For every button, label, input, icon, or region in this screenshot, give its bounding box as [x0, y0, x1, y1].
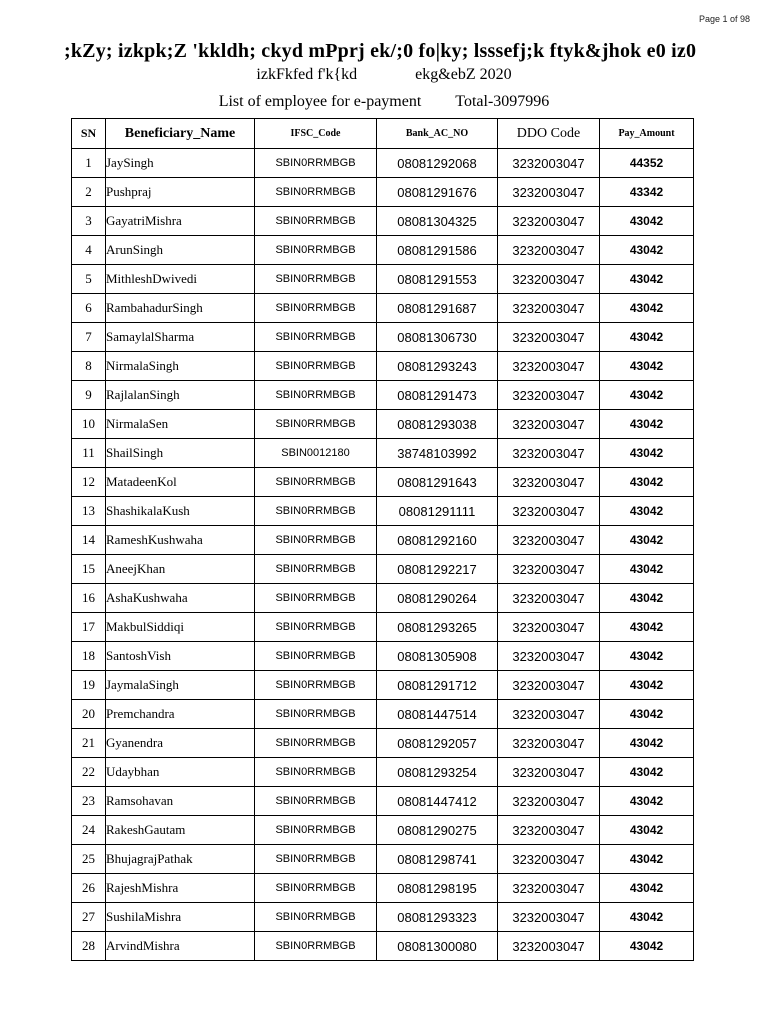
cell-pay-amount: 43042 [600, 903, 694, 932]
table-row [72, 178, 694, 207]
column-header-pay-amount: Pay_Amount [600, 119, 694, 149]
cell-beneficiary-name: BhujagrajPathak [106, 845, 255, 874]
table-row [72, 294, 694, 323]
cell-ddo-code: 3232003047 [498, 526, 600, 555]
cell-beneficiary-name: Gyanendra [106, 729, 255, 758]
month-label: ekg&ebZ 2020 [415, 66, 512, 83]
cell-bank-account: 08081447514 [377, 700, 498, 729]
cell-bank-account: 08081291553 [377, 265, 498, 294]
cell-bank-account: 08081291643 [377, 468, 498, 497]
cell-ddo-code: 3232003047 [498, 381, 600, 410]
cell-sn: 15 [72, 555, 106, 584]
cell-pay-amount: 43042 [600, 497, 694, 526]
cell-ifsc-code: SBIN0RRMBGB [255, 758, 377, 787]
table-row [72, 497, 694, 526]
column-header-bank-account: Bank_AC_NO [377, 119, 498, 149]
cell-bank-account: 08081291687 [377, 294, 498, 323]
cell-ifsc-code: SBIN0RRMBGB [255, 874, 377, 903]
cell-sn: 11 [72, 439, 106, 468]
cell-ifsc-code: SBIN0RRMBGB [255, 642, 377, 671]
table-row [72, 207, 694, 236]
table-row [72, 642, 694, 671]
cell-sn: 3 [72, 207, 106, 236]
table-body [72, 149, 694, 961]
cell-ddo-code: 3232003047 [498, 642, 600, 671]
cell-pay-amount: 43042 [600, 207, 694, 236]
cell-beneficiary-name: ArunSingh [106, 236, 255, 265]
cell-ddo-code: 3232003047 [498, 932, 600, 961]
table-row [72, 729, 694, 758]
cell-bank-account: 08081305908 [377, 642, 498, 671]
cell-ddo-code: 3232003047 [498, 584, 600, 613]
cell-bank-account: 08081291676 [377, 178, 498, 207]
cell-bank-account: 08081292057 [377, 729, 498, 758]
cell-bank-account: 08081298195 [377, 874, 498, 903]
cell-ifsc-code: SBIN0RRMBGB [255, 555, 377, 584]
column-header-ifsc-code: IFSC_Code [255, 119, 377, 149]
cell-beneficiary-name: NirmalaSen [106, 410, 255, 439]
cell-ddo-code: 3232003047 [498, 845, 600, 874]
cell-beneficiary-name: NirmalaSingh [106, 352, 255, 381]
table-row [72, 816, 694, 845]
cell-bank-account: 08081291712 [377, 671, 498, 700]
table-row [72, 613, 694, 642]
cell-beneficiary-name: SushilaMishra [106, 903, 255, 932]
table-row [72, 526, 694, 555]
cell-beneficiary-name: Pushpraj [106, 178, 255, 207]
cell-pay-amount: 43042 [600, 584, 694, 613]
cell-ifsc-code: SBIN0RRMBGB [255, 845, 377, 874]
cell-pay-amount: 43042 [600, 468, 694, 497]
cell-sn: 24 [72, 816, 106, 845]
cell-ifsc-code: SBIN0RRMBGB [255, 526, 377, 555]
cell-bank-account: 38748103992 [377, 439, 498, 468]
cell-pay-amount: 43042 [600, 816, 694, 845]
cell-pay-amount: 43042 [600, 555, 694, 584]
cell-beneficiary-name: MatadeenKol [106, 468, 255, 497]
table-row [72, 932, 694, 961]
column-header-sn: SN [72, 119, 106, 149]
cell-pay-amount: 43042 [600, 874, 694, 903]
cell-sn: 17 [72, 613, 106, 642]
cell-pay-amount: 43042 [600, 323, 694, 352]
table-row [72, 468, 694, 497]
cell-pay-amount: 43042 [600, 265, 694, 294]
cell-pay-amount: 43042 [600, 410, 694, 439]
cell-beneficiary-name: RakeshGautam [106, 816, 255, 845]
cell-bank-account: 08081292160 [377, 526, 498, 555]
cell-sn: 27 [72, 903, 106, 932]
cell-ifsc-code: SBIN0RRMBGB [255, 903, 377, 932]
cell-sn: 19 [72, 671, 106, 700]
table-row [72, 787, 694, 816]
cell-bank-account: 08081290275 [377, 816, 498, 845]
cell-pay-amount: 44352 [600, 149, 694, 178]
cell-bank-account: 08081298741 [377, 845, 498, 874]
cell-ifsc-code: SBIN0RRMBGB [255, 497, 377, 526]
cell-ddo-code: 3232003047 [498, 265, 600, 294]
cell-sn: 10 [72, 410, 106, 439]
cell-ddo-code: 3232003047 [498, 207, 600, 236]
table-row [72, 845, 694, 874]
cell-beneficiary-name: AshaKushwaha [106, 584, 255, 613]
cell-beneficiary-name: Ramsohavan [106, 787, 255, 816]
cell-sn: 23 [72, 787, 106, 816]
cell-ddo-code: 3232003047 [498, 903, 600, 932]
cell-sn: 9 [72, 381, 106, 410]
table-row [72, 874, 694, 903]
cell-ddo-code: 3232003047 [498, 613, 600, 642]
table-row [72, 758, 694, 787]
cell-sn: 14 [72, 526, 106, 555]
cell-ddo-code: 3232003047 [498, 439, 600, 468]
cell-ddo-code: 3232003047 [498, 410, 600, 439]
cell-beneficiary-name: JaymalaSingh [106, 671, 255, 700]
cell-bank-account: 08081293254 [377, 758, 498, 787]
cell-beneficiary-name: ShailSingh [106, 439, 255, 468]
cell-beneficiary-name: GayatriMishra [106, 207, 255, 236]
cell-ifsc-code: SBIN0RRMBGB [255, 352, 377, 381]
cell-pay-amount: 43042 [600, 526, 694, 555]
cell-ddo-code: 3232003047 [498, 700, 600, 729]
cell-ifsc-code: SBIN0RRMBGB [255, 178, 377, 207]
cell-beneficiary-name: SamaylalSharma [106, 323, 255, 352]
cell-bank-account: 08081292068 [377, 149, 498, 178]
table-row [72, 149, 694, 178]
table-row [72, 439, 694, 468]
cell-pay-amount: 43042 [600, 352, 694, 381]
cell-pay-amount: 43042 [600, 845, 694, 874]
cell-beneficiary-name: AneejKhan [106, 555, 255, 584]
cell-sn: 6 [72, 294, 106, 323]
cell-ddo-code: 3232003047 [498, 758, 600, 787]
cell-pay-amount: 43042 [600, 932, 694, 961]
cell-ddo-code: 3232003047 [498, 178, 600, 207]
page-number: Page 1 of 98 [698, 14, 750, 24]
cell-ddo-code: 3232003047 [498, 149, 600, 178]
cell-pay-amount: 43342 [600, 178, 694, 207]
cell-beneficiary-name: MithleshDwivedi [106, 265, 255, 294]
cell-pay-amount: 43042 [600, 671, 694, 700]
cell-sn: 1 [72, 149, 106, 178]
list-title: List of employee for e-payment [218, 93, 422, 110]
document-heading: ;kZy; izkpk;Z 'kkldh; ckyd mPprj ek/;0 fo|ky; lsssefj;k ftyk&jhok e0 iz0 [64, 40, 696, 62]
cell-bank-account: 08081293243 [377, 352, 498, 381]
cell-beneficiary-name: RajlalanSingh [106, 381, 255, 410]
cell-ddo-code: 3232003047 [498, 236, 600, 265]
cell-ifsc-code: SBIN0RRMBGB [255, 700, 377, 729]
cell-bank-account: 08081291111 [377, 497, 498, 526]
cell-beneficiary-name: RajeshMishra [106, 874, 255, 903]
cell-sn: 22 [72, 758, 106, 787]
column-header-beneficiary-name: Beneficiary_Name [106, 119, 255, 149]
cell-bank-account: 08081306730 [377, 323, 498, 352]
cell-pay-amount: 43042 [600, 294, 694, 323]
cell-ddo-code: 3232003047 [498, 555, 600, 584]
table-row [72, 236, 694, 265]
cell-pay-amount: 43042 [600, 758, 694, 787]
cell-beneficiary-name: RambahadurSingh [106, 294, 255, 323]
table-row [72, 584, 694, 613]
cell-ifsc-code: SBIN0RRMBGB [255, 410, 377, 439]
cell-ifsc-code: SBIN0RRMBGB [255, 381, 377, 410]
cell-sn: 8 [72, 352, 106, 381]
total-amount: Total-3097996 [455, 93, 550, 110]
cell-ifsc-code: SBIN0RRMBGB [255, 294, 377, 323]
cell-ddo-code: 3232003047 [498, 787, 600, 816]
cell-bank-account: 08081300080 [377, 932, 498, 961]
cell-bank-account: 08081291473 [377, 381, 498, 410]
cell-bank-account: 08081291586 [377, 236, 498, 265]
cell-ifsc-code: SBIN0RRMBGB [255, 671, 377, 700]
cell-sn: 4 [72, 236, 106, 265]
cell-sn: 20 [72, 700, 106, 729]
cell-beneficiary-name: RameshKushwaha [106, 526, 255, 555]
cell-pay-amount: 43042 [600, 642, 694, 671]
cell-ddo-code: 3232003047 [498, 874, 600, 903]
cell-ifsc-code: SBIN0RRMBGB [255, 787, 377, 816]
table-header-row [72, 119, 694, 149]
cell-sn: 28 [72, 932, 106, 961]
document-subheading [0, 66, 768, 84]
cell-beneficiary-name: SantoshVish [106, 642, 255, 671]
cell-ddo-code: 3232003047 [498, 671, 600, 700]
cell-pay-amount: 43042 [600, 381, 694, 410]
cell-ifsc-code: SBIN0RRMBGB [255, 584, 377, 613]
cell-ifsc-code: SBIN0RRMBGB [255, 265, 377, 294]
cell-sn: 18 [72, 642, 106, 671]
cell-beneficiary-name: ShashikalaKush [106, 497, 255, 526]
cell-ifsc-code: SBIN0012180 [255, 439, 377, 468]
cell-ifsc-code: SBIN0RRMBGB [255, 816, 377, 845]
cell-sn: 21 [72, 729, 106, 758]
cell-pay-amount: 43042 [600, 613, 694, 642]
cell-beneficiary-name: Udaybhan [106, 758, 255, 787]
cell-sn: 12 [72, 468, 106, 497]
cell-sn: 25 [72, 845, 106, 874]
cell-ifsc-code: SBIN0RRMBGB [255, 207, 377, 236]
cell-sn: 26 [72, 874, 106, 903]
cell-bank-account: 08081304325 [377, 207, 498, 236]
table-row [72, 410, 694, 439]
table-row [72, 352, 694, 381]
cell-pay-amount: 43042 [600, 236, 694, 265]
table-row [72, 323, 694, 352]
cell-ddo-code: 3232003047 [498, 497, 600, 526]
table-row [72, 381, 694, 410]
table-row [72, 555, 694, 584]
cell-bank-account: 08081293265 [377, 613, 498, 642]
cell-ifsc-code: SBIN0RRMBGB [255, 149, 377, 178]
cell-ddo-code: 3232003047 [498, 294, 600, 323]
cell-sn: 13 [72, 497, 106, 526]
cell-bank-account: 08081293323 [377, 903, 498, 932]
teacher-category-label: izkFkfed f'k{kd [256, 66, 358, 83]
cell-pay-amount: 43042 [600, 439, 694, 468]
cell-sn: 7 [72, 323, 106, 352]
cell-sn: 16 [72, 584, 106, 613]
table-row [72, 700, 694, 729]
cell-ddo-code: 3232003047 [498, 468, 600, 497]
list-title-line [0, 93, 768, 111]
cell-bank-account: 08081293038 [377, 410, 498, 439]
cell-bank-account: 08081292217 [377, 555, 498, 584]
table-row [72, 903, 694, 932]
cell-pay-amount: 43042 [600, 700, 694, 729]
cell-ddo-code: 3232003047 [498, 323, 600, 352]
cell-beneficiary-name: ArvindMishra [106, 932, 255, 961]
cell-sn: 2 [72, 178, 106, 207]
column-header-ddo-code: DDO Code [498, 119, 600, 149]
cell-bank-account: 08081290264 [377, 584, 498, 613]
cell-ddo-code: 3232003047 [498, 729, 600, 758]
cell-ifsc-code: SBIN0RRMBGB [255, 729, 377, 758]
cell-sn: 5 [72, 265, 106, 294]
cell-ddo-code: 3232003047 [498, 816, 600, 845]
cell-beneficiary-name: Premchandra [106, 700, 255, 729]
cell-pay-amount: 43042 [600, 787, 694, 816]
table-row [72, 671, 694, 700]
employee-payment-table [71, 118, 694, 961]
cell-bank-account: 08081447412 [377, 787, 498, 816]
cell-pay-amount: 43042 [600, 729, 694, 758]
cell-ifsc-code: SBIN0RRMBGB [255, 613, 377, 642]
cell-ddo-code: 3232003047 [498, 352, 600, 381]
cell-beneficiary-name: JaySingh [106, 149, 255, 178]
cell-beneficiary-name: MakbulSiddiqi [106, 613, 255, 642]
cell-ifsc-code: SBIN0RRMBGB [255, 323, 377, 352]
cell-ifsc-code: SBIN0RRMBGB [255, 236, 377, 265]
cell-ifsc-code: SBIN0RRMBGB [255, 468, 377, 497]
table-row [72, 265, 694, 294]
cell-ifsc-code: SBIN0RRMBGB [255, 932, 377, 961]
